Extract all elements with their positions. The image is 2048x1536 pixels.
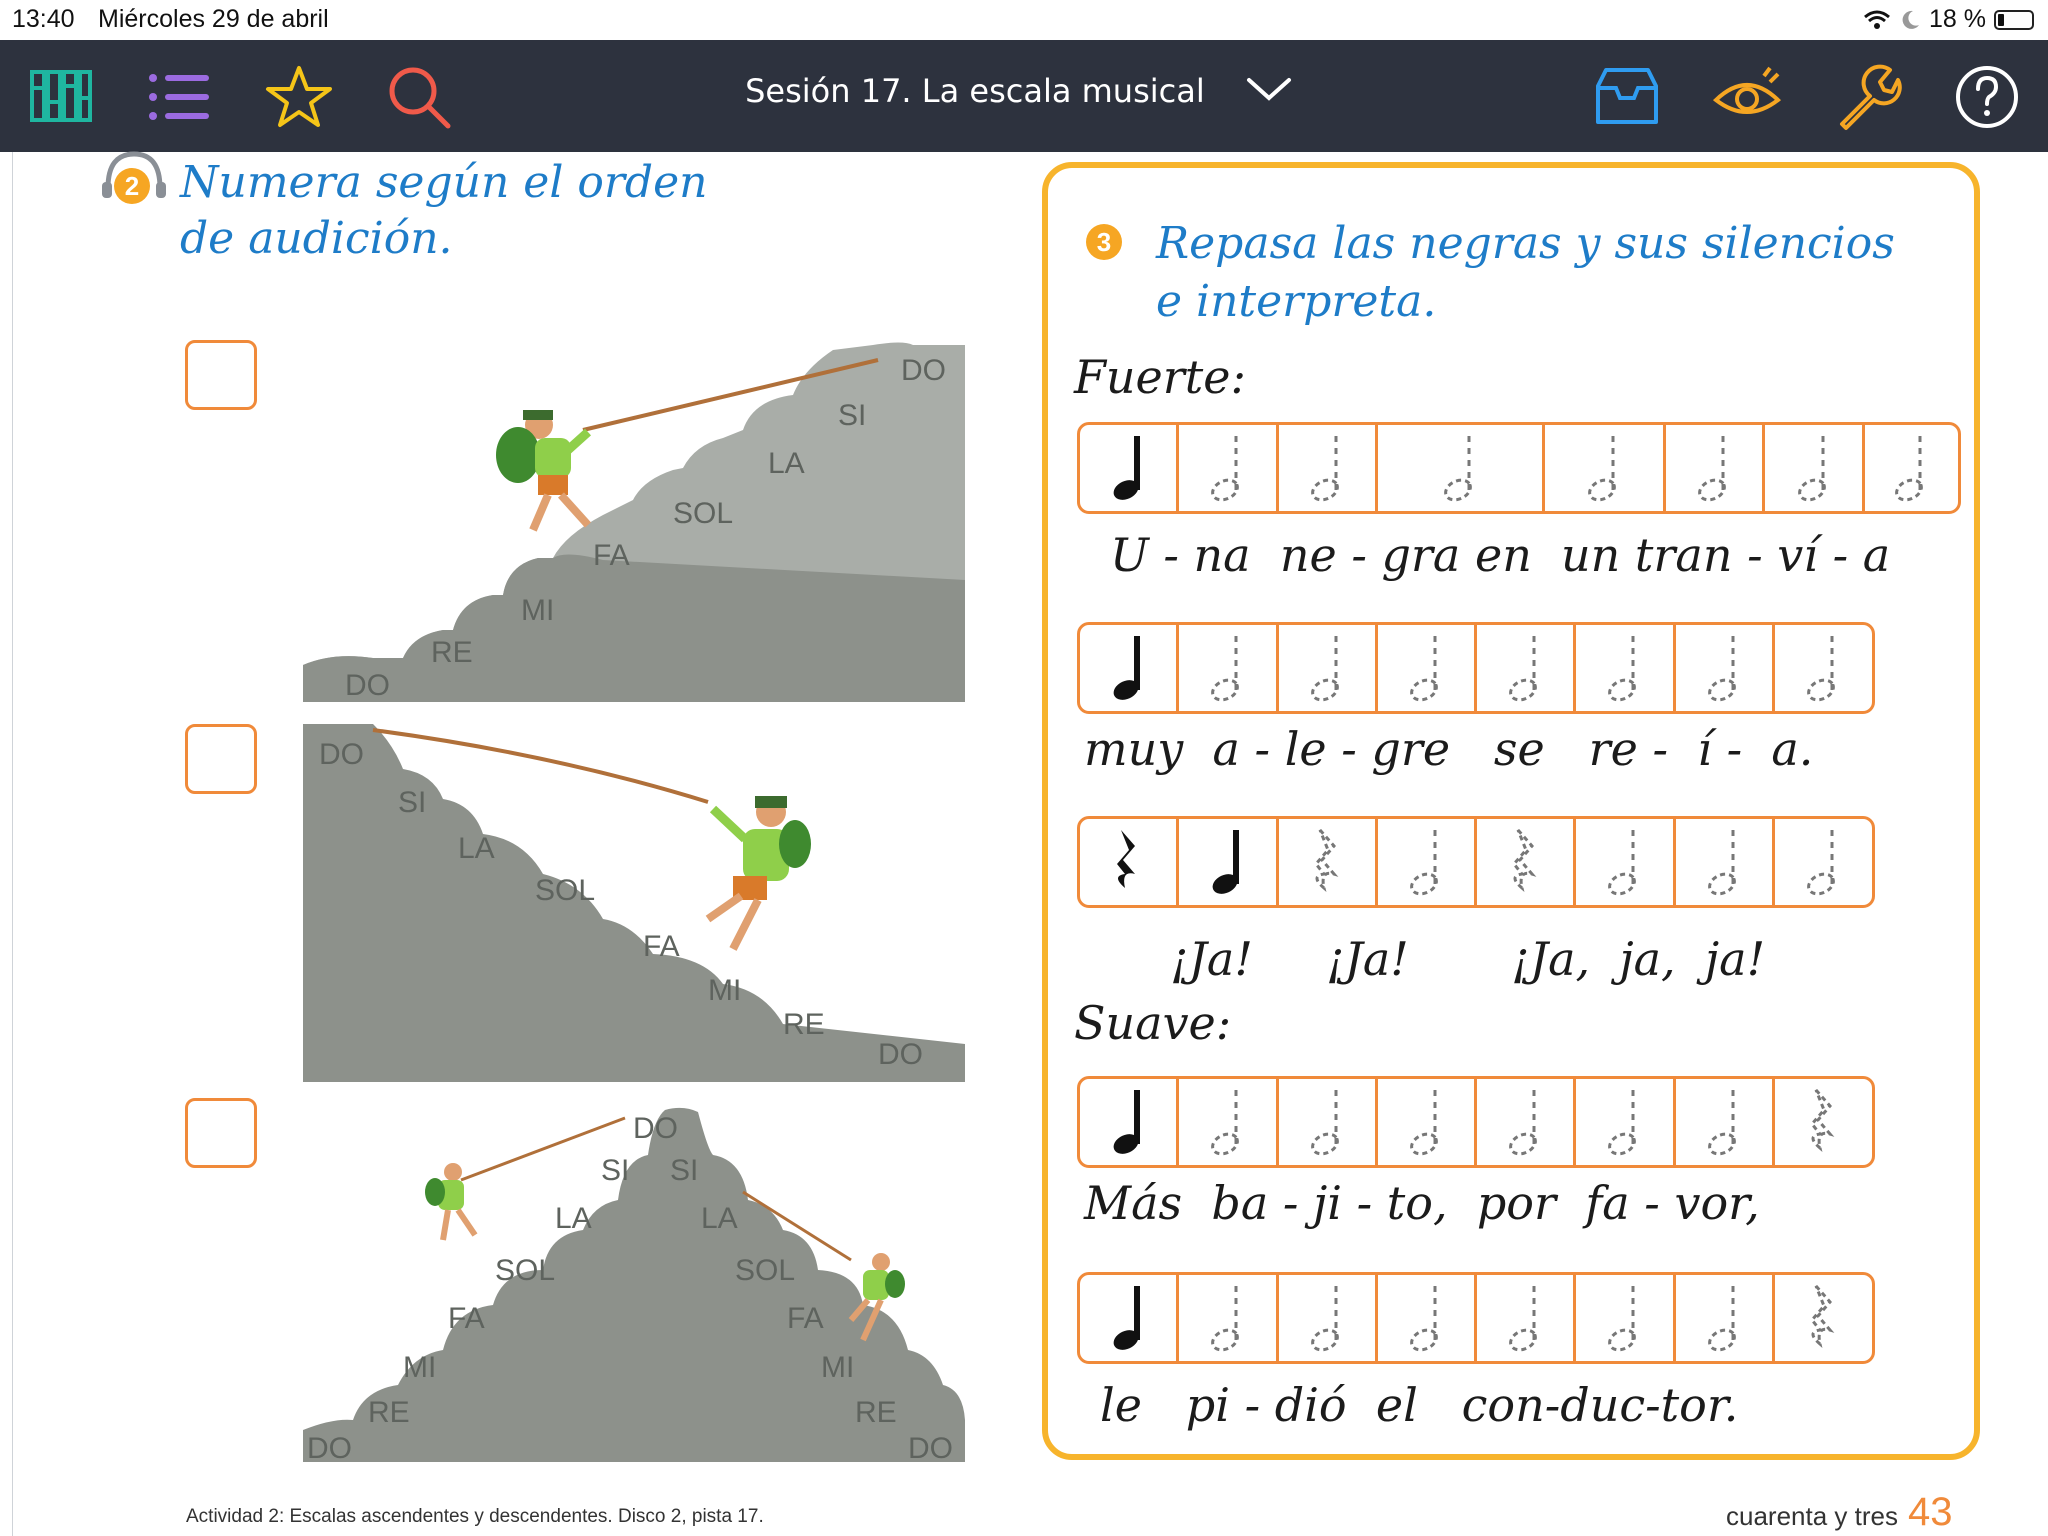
status-date: Miércoles 29 de abril [98,5,329,33]
session-title-text[interactable]: Sesión 17. La escala musical [745,72,1205,110]
scene1-note-3: MI [521,594,555,627]
beat-cell[interactable] [1080,819,1179,905]
rhythm-row-1 [1077,422,1961,514]
climber-figure [708,796,811,949]
loud-label: Fuerte: [1074,350,1246,404]
page-number: 43 [1907,1490,1953,1534]
quarter-rest-icon [1103,824,1153,900]
beat-cell[interactable] [1775,1079,1872,1165]
quarter-note-outline-icon [1435,430,1485,506]
quarter-note-icon [1103,630,1153,706]
beat-cell[interactable] [1676,819,1775,905]
quarter-note-outline-icon [1500,1280,1550,1356]
beat-cell[interactable] [1477,819,1576,905]
beat-cell[interactable] [1676,1079,1775,1165]
quarter-rest-outline-icon [1798,1280,1848,1356]
exercise-2-title-line2: de audición. [180,213,453,264]
wifi-icon [1863,9,1891,31]
quarter-note-outline-icon [1401,630,1451,706]
quarter-note-icon [1103,430,1153,506]
beat-cell[interactable] [1279,1079,1378,1165]
scene3-note-left-2: RE [368,1396,410,1429]
rhythm-row-3 [1077,816,1875,908]
quarter-note-outline-icon [1202,630,1252,706]
quarter-note-outline-icon [1202,430,1252,506]
top-toolbar [0,40,2048,152]
beat-cell[interactable] [1080,625,1179,711]
quarter-note-outline-icon [1699,1280,1749,1356]
climber-figure [496,410,588,530]
scene1-note-8: DO [901,354,946,387]
status-time: 13:40 [12,5,75,33]
beat-cell[interactable] [1279,819,1378,905]
quarter-rest-outline-icon [1302,824,1352,900]
moon-icon [1899,9,1921,31]
exercise-3-title [1156,215,1895,331]
lyric-line-3: ¡Ja! ¡Ja! ¡Ja, ja, ja! [1170,932,1766,986]
beat-cell[interactable] [1765,425,1864,511]
beat-cell[interactable] [1477,625,1576,711]
beat-cell[interactable] [1676,625,1775,711]
quarter-note-outline-icon [1789,430,1839,506]
status-bar [0,0,2048,40]
quarter-note-outline-icon [1798,630,1848,706]
beat-cell[interactable] [1279,425,1378,511]
quarter-note-outline-icon [1302,1280,1352,1356]
beat-cell[interactable] [1080,425,1179,511]
scene2-note-6: MI [708,974,742,1007]
battery-icon [1994,10,2034,30]
lyric-line-4: Más ba - ji - to, por fa - vor, [1084,1176,1760,1230]
quarter-note-outline-icon [1202,1280,1252,1356]
scene1-note-7: SI [838,399,867,432]
beat-cell[interactable] [1775,1275,1872,1361]
beat-cell[interactable] [1179,625,1278,711]
exercise-2-title [180,155,707,267]
quarter-note-outline-icon [1401,824,1451,900]
quarter-note-icon [1202,824,1252,900]
quarter-note-outline-icon [1302,1084,1352,1160]
scene1-note-5: SOL [673,497,734,530]
scene3-note-right-6: RE [855,1396,897,1429]
beat-cell[interactable] [1775,819,1872,905]
scene3-note-left-4: FA [448,1302,485,1335]
beat-cell[interactable] [1865,425,1958,511]
quarter-note-icon [1103,1084,1153,1160]
quarter-note-outline-icon [1579,430,1629,506]
chevron-down-icon[interactable] [1245,74,1293,104]
beat-cell[interactable] [1477,1079,1576,1165]
quarter-note-outline-icon [1302,430,1352,506]
scene3-note-top: DO [633,1112,678,1145]
beat-cell[interactable] [1576,819,1675,905]
scene3-note-right-7: DO [908,1432,953,1462]
status-right [1863,5,2034,34]
beat-cell[interactable] [1080,1275,1179,1361]
exercise-3-badge: 3 [1086,224,1122,260]
quarter-note-outline-icon [1401,1280,1451,1356]
beat-cell[interactable] [1179,425,1278,511]
exercise-2-title-line1: Numera según el orden [180,157,708,208]
order-box-3[interactable] [185,1098,257,1168]
beat-cell[interactable] [1279,625,1378,711]
scene3-note-left-7: SI [601,1154,630,1187]
beat-cell[interactable] [1477,1275,1576,1361]
page-words: cuarenta y tres [1726,1501,1898,1531]
beat-cell[interactable] [1378,1079,1477,1165]
help-icon[interactable] [1952,62,2022,132]
scene2-note-3: LA [458,832,495,865]
scene3-note-right-5: MI [821,1351,855,1384]
scene3-note-right-3: SOL [735,1254,796,1287]
beat-cell[interactable] [1179,1079,1278,1165]
beat-cell[interactable] [1378,1275,1477,1361]
quarter-note-outline-icon [1699,1084,1749,1160]
beat-cell[interactable] [1775,625,1872,711]
beat-cell[interactable] [1378,625,1477,711]
soft-label: Suave: [1074,996,1232,1050]
beat-cell[interactable] [1179,819,1278,905]
scene3-note-left-3: MI [403,1351,437,1384]
activity-note: Actividad 2: Escalas ascendentes y descendentes. Disco 2, pista 17. [186,1506,764,1527]
exercise-3-title-line2: e interpreta. [1156,276,1437,327]
scene1-note-4: FA [593,539,630,572]
beat-cell[interactable] [1378,425,1545,511]
quarter-rest-outline-icon [1798,1084,1848,1160]
quarter-note-outline-icon [1599,824,1649,900]
scene3-note-right-1: SI [670,1154,699,1187]
exercise-2-badge: 2 [114,168,150,204]
quarter-note-outline-icon [1689,430,1739,506]
scene1-note-6: LA [768,447,805,480]
exercise-3-title-line1: Repasa las negras y sus silencios [1156,218,1895,269]
climber-figure [425,1163,475,1240]
scene3-note-left-1: DO [307,1432,352,1462]
beat-cell[interactable] [1576,625,1675,711]
tray-icon[interactable] [1592,62,1662,132]
quarter-note-outline-icon [1500,630,1550,706]
scene3-note-right-4: FA [787,1302,824,1335]
scene2-note-4: SOL [535,874,596,907]
lyric-line-5: le pi - dió el con-duc-tor. [1100,1378,1739,1432]
lyric-line-1: U - na ne - gra en un tran - ví - a [1110,528,1891,582]
page-number-footer [1726,1490,1952,1535]
quarter-note-icon [1103,1280,1153,1356]
beat-cell[interactable] [1676,1275,1775,1361]
scene2-note-5: FA [643,930,680,963]
scene2-note-2: SI [398,786,427,819]
wrench-icon[interactable] [1832,62,1902,132]
rhythm-row-5 [1077,1272,1875,1364]
quarter-note-outline-icon [1599,1280,1649,1356]
rhythm-row-4 [1077,1076,1875,1168]
quarter-note-outline-icon [1401,1084,1451,1160]
order-box-2[interactable] [185,724,257,794]
beat-cell[interactable] [1576,1079,1675,1165]
ascending-scale-illustration [303,340,965,702]
scene3-note-right-2: LA [701,1202,738,1235]
battery-percent: 18 % [1929,5,1986,33]
scene3-note-left-6: LA [555,1202,592,1235]
beat-cell[interactable] [1666,425,1765,511]
scene2-note-1: DO [319,738,364,771]
scene1-note-1: DO [345,669,390,702]
beat-cell[interactable] [1179,1275,1278,1361]
beat-cell[interactable] [1279,1275,1378,1361]
quarter-note-outline-icon [1599,630,1649,706]
scene2-note-7: RE [783,1008,825,1041]
quarter-note-outline-icon [1599,1084,1649,1160]
quarter-note-outline-icon [1699,630,1749,706]
scene2-note-8: DO [878,1038,923,1071]
quarter-note-outline-icon [1886,430,1936,506]
descending-scale-illustration [303,724,965,1082]
eye-icon[interactable] [1712,62,1782,132]
rhythm-row-2 [1077,622,1875,714]
scene1-note-2: RE [431,636,473,669]
beat-cell[interactable] [1080,1079,1179,1165]
quarter-note-outline-icon [1798,824,1848,900]
beat-cell[interactable] [1378,819,1477,905]
scene3-note-left-5: SOL [495,1254,556,1287]
quarter-rest-outline-icon [1500,824,1550,900]
quarter-note-outline-icon [1699,824,1749,900]
quarter-note-outline-icon [1202,1084,1252,1160]
order-box-1[interactable] [185,340,257,410]
up-down-scale-illustration [303,1100,965,1462]
quarter-note-outline-icon [1500,1084,1550,1160]
quarter-note-outline-icon [1302,630,1352,706]
beat-cell[interactable] [1576,1275,1675,1361]
beat-cell[interactable] [1545,425,1666,511]
lyric-line-2: muy a - le - gre se re - í - a. [1084,722,1814,776]
